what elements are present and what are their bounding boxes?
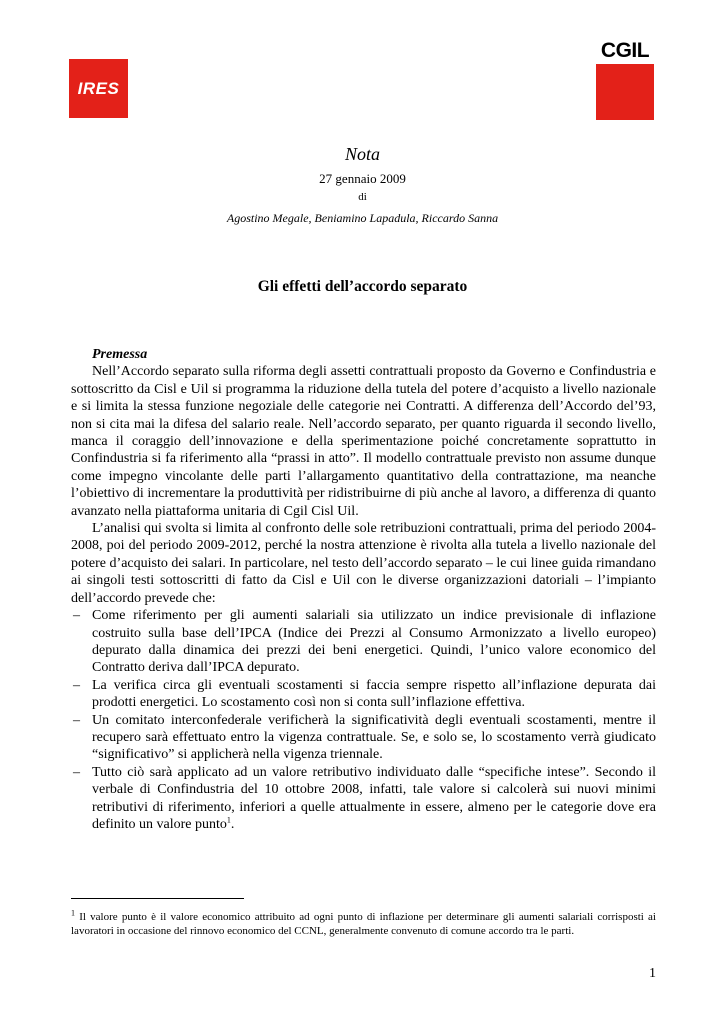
- cgil-logo-box: [596, 64, 654, 120]
- paragraph-1: Nell’Accordo separato sulla riforma degli assetti contrattuali proposto da Governo e Confindustria e sottoscritto da Cisl e Uil si programma la riduzione della tutela del potere d’acquisto a livello nazionale e si limita la stessa funzione negoziale delle categorie nei Contratti. A differenza dell’Accordo del’93, non si cita mai la difesa del salario reale. Nell’accordo separato, per quanto riguarda il secondo livello, manca il coraggio dell’innovazione e della sperimentazione poiché concretamente soprattutto in Confindustria si fa riferimento alla “prassi in atto”. Il modello contrattuale previsto non assume dunque come impegno vincolante delle parti l’allargamento quantitativo della contrattazione, ma neanche l’obiettivo di incrementare la produttività per ridistribuirne di più anche al lavoro, a differenza di quanto avanzato nella piattaforma unitaria di Cgil Cisl Uil.: [71, 364, 656, 519]
- authors: Agostino Megale, Beniamino Lapadula, Riccardo Sanna: [226, 211, 499, 225]
- section-heading: Premessa: [92, 347, 148, 362]
- bullet-item-4: – Tutto ciò sarà applicato ad un valore retributivo individuato dalle “specifiche intese”. Secondo il verbale di Confindustria del 10 ottobre 2008, infatti, tale valore si calcolerà sui nuovi minimi retributivi di riferimento, inferiori a quelle attualmente in essere, almeno per le categorie dove era definito un valore punto$^1$.: [71, 764, 656, 834]
- footnote: [71, 910, 656, 938]
- ires-logo-text: IRES: [77, 78, 120, 98]
- cgil-logo: [596, 39, 654, 120]
- bullet-item-1: – Come riferimento per gli aumenti salariali sia utilizzato un indice previsionale di inflazione costruito sulla base dell’IPCA (Indice dei Prezzi al Consumo Armonizzato a livello europeo) depurato dalla dinamica dei prezzi dei beni energetici. Quindi, l’unico valore economico del Contratto deriva dall’IPCA depurato.: [71, 607, 656, 677]
- document-title: Gli effetti dell’accordo separato: [257, 278, 468, 295]
- cgil-logo-text: CGIL: [600, 39, 650, 62]
- footnote-number: 1: [71, 908, 75, 918]
- by-label: di: [358, 191, 367, 203]
- page-number: 1: [649, 966, 656, 981]
- bullet-list: [71, 607, 656, 833]
- document-body: [71, 346, 656, 833]
- bullet-item-2: – La verifica circa gli eventuali scostamenti si faccia sempre rispetto all’inflazione depurata dai prodotti energetici. Lo scostamento così non si conta sull’inflazione effettiva.: [71, 677, 656, 712]
- bullet-item-3: – Un comitato interconfederale verificherà la significatività degli eventuali scostamenti, mentre il recupero sarà effettuato entro la vigenza contrattuale. Se, e solo se, lo scostamento verrà giudicato “significativo” si applicherà nella vigenza triennale.: [71, 712, 656, 764]
- ires-logo: [69, 59, 128, 118]
- document-type: Nota: [344, 144, 380, 164]
- footnote-ref[interactable]: 1: [226, 815, 231, 825]
- paragraph-2: L’analisi qui svolta si limita al confronto delle sole retribuzioni contrattuali, prima del periodo 2004-2008, poi del periodo 2009-2012, perché la nostra attenzione è rivolta alla tutela a livello nazionale del potere d’acquisto dei salari. In particolare, nel testo dell’accordo separato – le cui linee guida rimandano ai singoli testi sottoscritti di fatto da Cisl e Uil con le diverse organizzazioni datoriali – l’impianto dell’accordo prevede che:: [71, 521, 656, 606]
- footnote-text: Il valore punto è il valore economico attribuito ad ogni punto di inflazione per determinare gli aumenti salariali corrisposti ai lavoratori in occasione del rinnovo economico del CCNL, generalmente convenuto di comune accordo tra le parti.: [71, 911, 656, 937]
- footnote-divider: [71, 898, 244, 899]
- bullet-item-4-text: Tutto ciò sarà applicato ad un valore retributivo individuato dalle “specifiche intese”. Secondo il verbale di Confindustria del 10 ottobre 2008, infatti, tale valore si calcolerà sui nuovi minimi retributivi di riferimento, inferiori a quelle attualmente in essere, almeno per le categorie dove era definito un valore punto: [92, 764, 656, 832]
- document-date: 27 gennaio 2009: [319, 171, 406, 186]
